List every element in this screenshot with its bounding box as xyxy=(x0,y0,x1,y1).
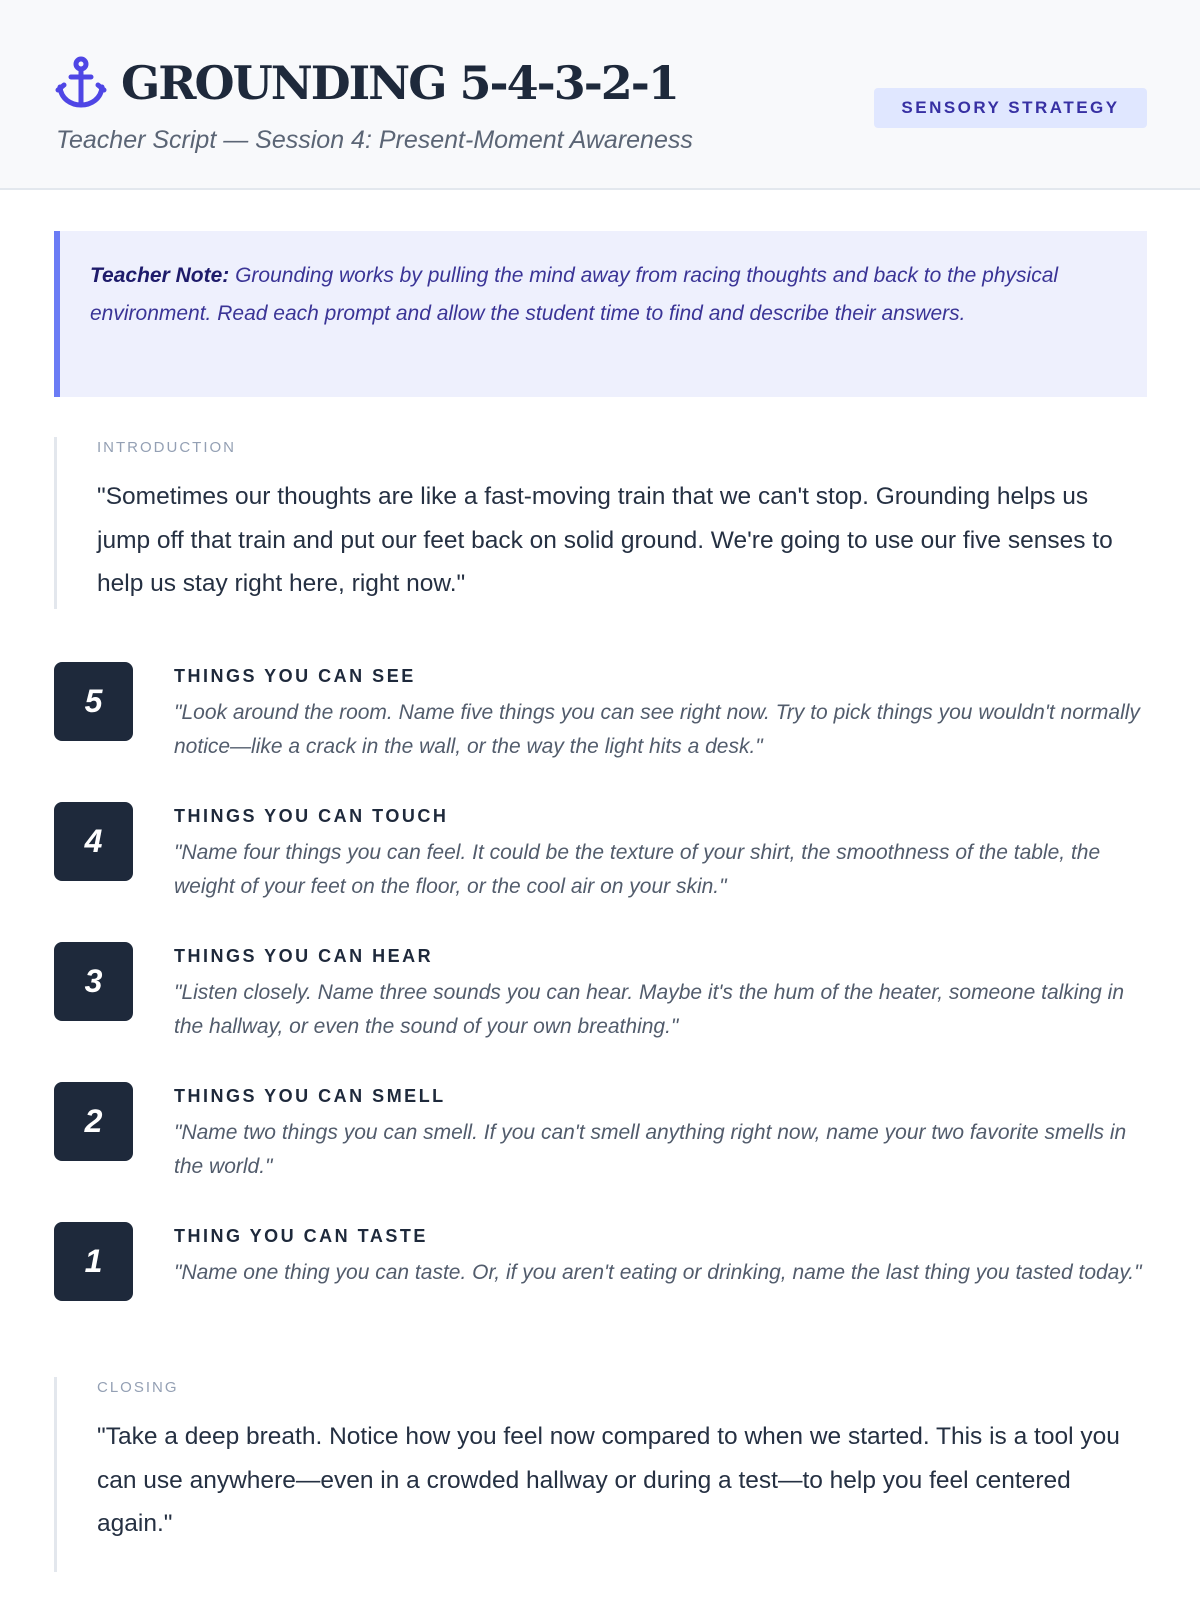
introduction-label: INTRODUCTION xyxy=(97,439,236,456)
step-title: THINGS YOU CAN HEAR xyxy=(174,946,434,966)
step-hear xyxy=(54,942,1147,1062)
step-number: 2 xyxy=(54,1082,133,1161)
step-title: THINGS YOU CAN SMELL xyxy=(174,1086,446,1106)
step-prompt: "Name one thing you can taste. Or, if you aren't eating or drinking, name the last thing you tasted today." xyxy=(174,1261,1142,1284)
closing-text: "Take a deep breath. Notice how you feel now compared to when we started. This is a tool you can use anywhere—even in a crowded hallway or during a test—to help you feel centered again." xyxy=(97,1423,1120,1537)
step-title: THING YOU CAN TASTE xyxy=(174,1226,428,1246)
anchor-icon xyxy=(55,55,107,111)
step-prompt: "Listen closely. Name three sounds you can hear. Maybe it's the hum of the heater, someone talking in the hallway, or even the sound of your own breathing." xyxy=(174,981,1124,1038)
step-title: THINGS YOU CAN TOUCH xyxy=(174,806,449,826)
title-row xyxy=(55,55,678,111)
step-number: 5 xyxy=(54,662,133,741)
page-subtitle: Teacher Script — Session 4: Present-Moment Awareness xyxy=(56,126,693,154)
step-prompt: "Name four things you can feel. It could be the texture of your shirt, the smoothness of the table, the weight of your feet on the floor, or the cool air on your skin." xyxy=(174,841,1101,898)
introduction-text: "Sometimes our thoughts are like a fast-moving train that we can't stop. Grounding helps us jump off that train and put our feet back on solid ground. We're going to use our five senses to help us stay right here, right now." xyxy=(97,483,1113,597)
step-smell xyxy=(54,1082,1147,1202)
teacher-note-text: Grounding works by pulling the mind away from racing thoughts and back to the physical environment. Read each prompt and allow the student time to find and describe their answers. xyxy=(90,264,1059,325)
teacher-note-label: Teacher Note: xyxy=(90,264,230,287)
step-prompt: "Name two things you can smell. If you can't smell anything right now, name your two favorite smells in the world." xyxy=(174,1121,1127,1178)
step-number: 3 xyxy=(54,942,133,1021)
teacher-note xyxy=(54,231,1147,397)
page-title: GROUNDING 5-4-3-2-1 xyxy=(121,56,678,110)
step-see xyxy=(54,662,1147,782)
step-title: THINGS YOU CAN SEE xyxy=(174,666,416,686)
page-header xyxy=(0,0,1200,190)
closing-block xyxy=(54,1377,1147,1572)
step-taste xyxy=(54,1222,1147,1342)
introduction-block xyxy=(54,437,1147,609)
step-number: 4 xyxy=(54,802,133,881)
step-prompt: "Look around the room. Name five things you can see right now. Try to pick things you wouldn't normally notice—like a crack in the wall, or the way the light hits a desk." xyxy=(174,701,1140,758)
step-touch xyxy=(54,802,1147,922)
step-number: 1 xyxy=(54,1222,133,1301)
strategy-badge: SENSORY STRATEGY xyxy=(874,88,1147,128)
closing-label: CLOSING xyxy=(97,1379,179,1396)
